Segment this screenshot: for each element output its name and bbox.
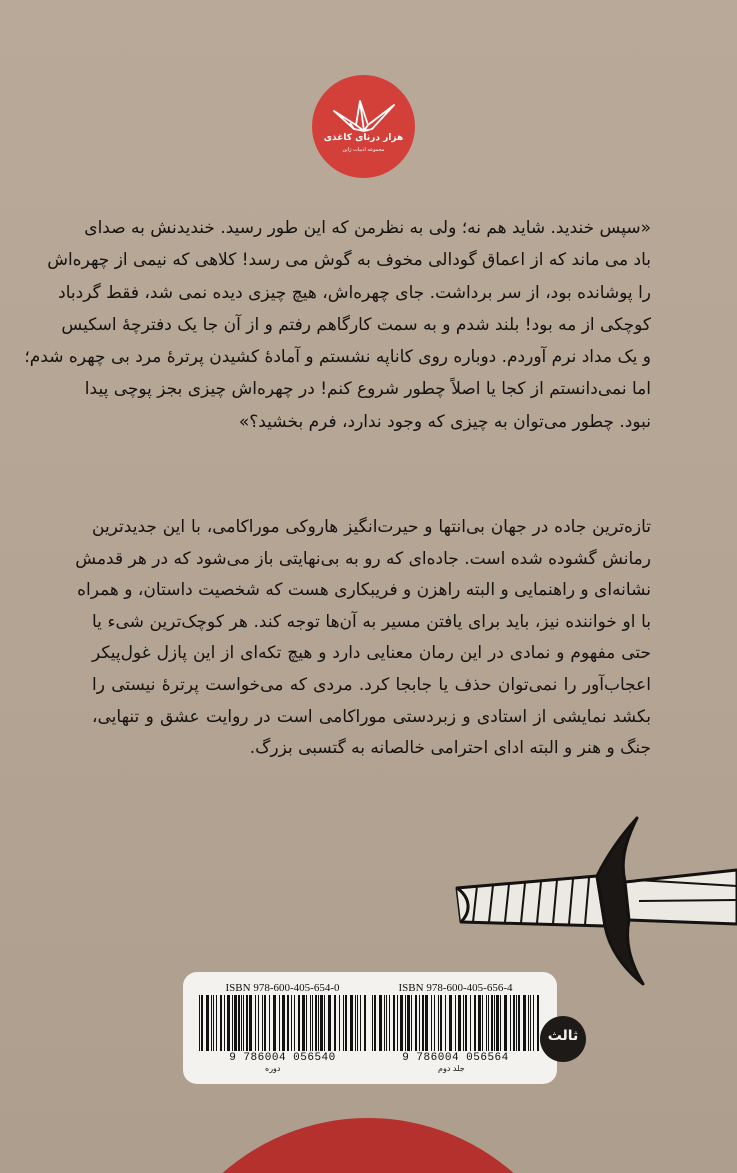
quote-line: اما نمی‌دانستم از کجا یا اصلاً چطور شروع کنم! در چهره‌اش چیزی بجز پوچی پیدا <box>84 379 651 400</box>
barcode-bar <box>516 995 517 1051</box>
quote-line: کوچکی از مه بود! بلند شدم و به سمت کارگاهم رفتم و از آن جا یک دفترچهٔ اسکیس <box>61 314 651 335</box>
publisher-brand-text: ثالث <box>547 1028 579 1044</box>
barcode-bar <box>364 995 366 1051</box>
quote-line: باد می ماند که از اعماق گودالی مخوف به گوش می رسد! کلاهی که نیمی از چهره‌اش <box>47 250 651 271</box>
barcode-bar <box>488 995 489 1051</box>
barcode-bar <box>238 995 240 1051</box>
barcode-bar <box>255 995 256 1051</box>
barcode-bar <box>306 995 307 1051</box>
barcode-bar <box>282 995 285 1051</box>
barcode-bar <box>384 995 385 1051</box>
book-description <box>75 512 651 765</box>
barcode-bar <box>478 995 481 1051</box>
barcode-bar <box>232 995 233 1051</box>
barcode-bar <box>422 995 424 1051</box>
barcode-bar <box>357 995 358 1051</box>
description-line: نشانه‌ای و راهنمایی و البته راهزن و فریبکاری هست که شخصیت داستان، و همراه <box>77 580 651 601</box>
barcode-bar <box>494 995 495 1051</box>
barcode-bar <box>264 995 266 1051</box>
excerpt-quote <box>24 212 651 438</box>
quote-line: را پوشانده بود، از سر برداشت. جای چهره‌اش، هیچ چیزی دیده نمی شد، فقط گردباد <box>58 282 651 303</box>
barcode-bar <box>216 995 217 1051</box>
barcode-bar <box>343 995 344 1051</box>
barcode-bar <box>291 995 292 1051</box>
barcode-digits: 9 786004 056564 <box>402 1052 509 1064</box>
barcode-panel <box>183 972 557 1084</box>
barcode-bar <box>431 995 432 1051</box>
barcode-bar <box>206 995 209 1051</box>
quote-line: «سپس خندید. شاید هم نه؛ ولی به نظرمن که این طور رسید. خندیدنش به صدای <box>84 218 651 238</box>
barcode-bar <box>386 995 387 1051</box>
barcode-bar <box>482 995 483 1051</box>
origami-crane-icon <box>312 75 415 178</box>
barcode-bar <box>310 995 311 1051</box>
barcode-bar <box>379 995 382 1051</box>
barcode-bar <box>269 995 270 1051</box>
barcode-bar <box>279 995 280 1051</box>
barcode-bar <box>537 995 539 1051</box>
barcode-caption: جلد دوم <box>438 1064 465 1073</box>
decorative-red-arc <box>148 1118 588 1173</box>
quote-line: و یک مداد نرم آوردم. دوباره روی کاناپه نشستم و آمادهٔ کشیدن پرترهٔ مرد بی چهره شدم؛ <box>24 347 651 368</box>
barcode-bar <box>320 995 323 1051</box>
barcode-bar <box>530 995 531 1051</box>
barcode-bar <box>389 995 390 1051</box>
barcode-bar <box>518 995 520 1051</box>
barcode-bar <box>258 995 259 1051</box>
barcode-bar <box>372 995 373 1051</box>
barcode-bar <box>407 995 410 1051</box>
barcode-bar <box>287 995 289 1051</box>
publisher-series-name: هزار درنای کاغذی <box>323 133 404 143</box>
barcode-bar <box>334 995 336 1051</box>
barcode-bar <box>328 995 331 1051</box>
barcode-bar <box>405 995 406 1051</box>
description-line: رمانش گشوده شده است. جاده‌ای که رو به بی‌نهایتی باز می‌شود که در هر قدمش <box>75 548 651 569</box>
barcode-bar <box>445 995 446 1051</box>
barcode-bar <box>486 995 487 1051</box>
barcode-bar <box>455 995 456 1051</box>
barcode-bar <box>350 995 353 1051</box>
barcode-bar <box>241 995 242 1051</box>
description-line: جنگ و هنر و البته ادای احترامی خالصانه به گتسبی بزرگ. <box>249 738 651 759</box>
barcode-bar <box>496 995 499 1051</box>
barcode-bar <box>220 995 222 1051</box>
quote-line: نبود. چطور می‌توان به چیزی که وجود ندارد، فرم بخشید؟» <box>238 411 651 432</box>
publisher-logo-badge <box>312 75 415 178</box>
barcode-bar <box>243 995 244 1051</box>
barcode-bar <box>213 995 214 1051</box>
barcode-bar <box>513 995 515 1051</box>
barcode-bar <box>339 995 340 1051</box>
barcode-bars <box>368 995 543 1051</box>
barcode-bar <box>463 995 464 1051</box>
barcode-bar <box>504 995 507 1051</box>
barcode-bar <box>318 995 319 1051</box>
barcode-set <box>195 982 370 1074</box>
barcode-bar <box>374 995 376 1051</box>
barcode-digits: 9 786004 056540 <box>229 1052 336 1064</box>
barcode-bar <box>345 995 347 1051</box>
isbn-text: ISBN 978-600-405-654-0 <box>225 982 340 994</box>
barcode-bar <box>419 995 420 1051</box>
barcode-bar <box>393 995 395 1051</box>
barcode-bar <box>434 995 435 1051</box>
barcode-bar <box>246 995 248 1051</box>
barcode-bars <box>195 995 370 1051</box>
isbn-text: ISBN 978-600-405-656-4 <box>398 982 513 994</box>
barcode-caption: دوره <box>265 1064 281 1073</box>
barcode-bar <box>249 995 252 1051</box>
barcode-bar <box>465 995 467 1051</box>
barcode-bar <box>315 995 317 1051</box>
description-line: بکشد نمایشی از استادی و زبردستی موراکامی است در روایت عشق و تنهایی، <box>92 706 651 727</box>
barcode-bar <box>533 995 534 1051</box>
barcode-bar <box>199 995 200 1051</box>
barcode-bar <box>425 995 428 1051</box>
barcode-bar <box>294 995 295 1051</box>
barcode-bar <box>211 995 212 1051</box>
barcode-bar <box>500 995 501 1051</box>
barcode-bar <box>360 995 361 1051</box>
publisher-brand-mark <box>540 1016 586 1062</box>
barcode-bar <box>324 995 325 1051</box>
barcode-bar <box>523 995 526 1051</box>
barcode-bar <box>355 995 356 1051</box>
barcode-bar <box>400 995 403 1051</box>
barcode-bar <box>397 995 398 1051</box>
barcode-bar <box>438 995 439 1051</box>
barcode-bar <box>458 995 461 1051</box>
description-line: با او خواننده نیز، باید برای یافتن مسیر به آن‌ها توجه کند. هر کوچک‌ترین شیء یا <box>92 611 651 632</box>
description-line: اعجاب‌آور را نمی‌توان حذف یا جابجا کرد. مردی که می‌خواست پرترهٔ نیستی را <box>92 674 651 695</box>
barcode-bar <box>262 995 263 1051</box>
barcode-bar <box>312 995 313 1051</box>
barcode-bar <box>474 995 476 1051</box>
barcode-bar <box>201 995 203 1051</box>
barcode-bar <box>234 995 237 1051</box>
barcode-bar <box>491 995 493 1051</box>
barcode-bar <box>411 995 412 1051</box>
barcode-bar <box>415 995 417 1051</box>
publisher-series-subtitle: مجموعه ادبیات ژاپن <box>342 147 385 153</box>
barcode-bar <box>528 995 529 1051</box>
description-line: حتی مفهوم و نمادی در این رمان معنایی دارد و هیچ تکه‌ای از این پازل غول‌پیکر <box>92 643 651 664</box>
barcode-bar <box>449 995 452 1051</box>
barcode-bar <box>510 995 511 1051</box>
barcode-bar <box>298 995 300 1051</box>
barcode-bar <box>440 995 442 1051</box>
barcode-bar <box>470 995 471 1051</box>
barcode-volume <box>368 982 543 1074</box>
barcode-bar <box>273 995 276 1051</box>
barcode-bar <box>302 995 305 1051</box>
sword-icon <box>447 800 737 1000</box>
barcode-bar <box>227 995 230 1051</box>
description-line: تازه‌ترین جاده در جهان بی‌انتها و حیرت‌انگیز هاروکی موراکامی، با این جدیدترین <box>92 517 651 537</box>
barcode-bar <box>224 995 225 1051</box>
